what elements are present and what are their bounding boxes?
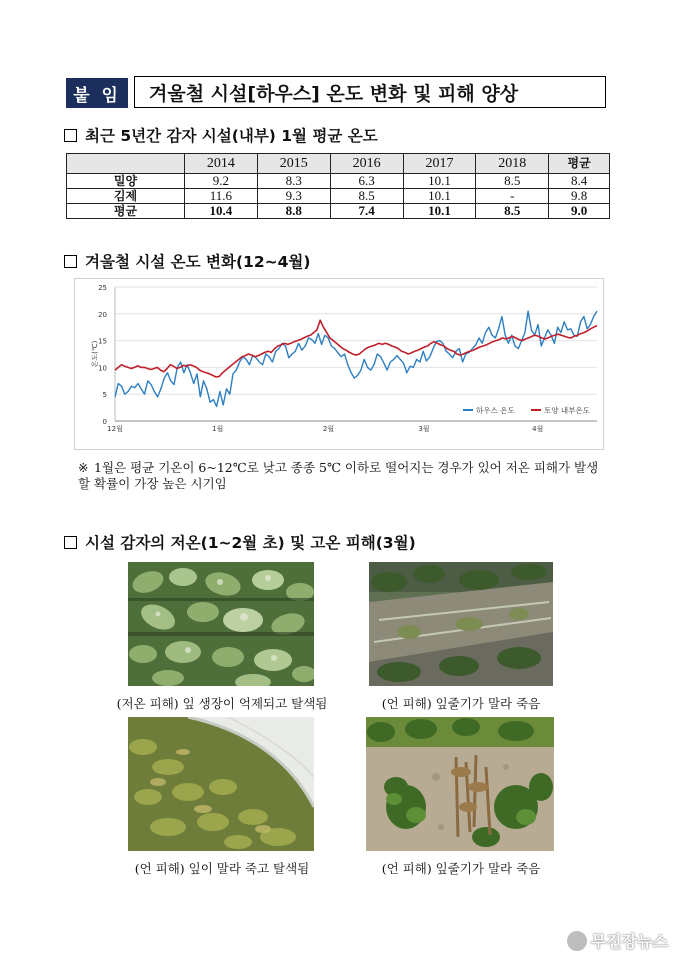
table-cell: 10.1: [403, 174, 476, 189]
section-heading-temp-change: [64, 250, 310, 272]
photo-caption: (언 피해) 잎이 말라 죽고 탈색됨: [134, 861, 310, 876]
table-header: 2018: [476, 154, 549, 174]
series-line-soil: [115, 320, 597, 377]
table-header: [67, 154, 185, 174]
section-heading-damage: [64, 531, 416, 553]
temperature-chart: [74, 278, 604, 450]
y-axis-label: 온도(℃): [91, 340, 99, 368]
x-tick-label: 1월: [212, 425, 224, 433]
photo-frost-leaves: [128, 717, 314, 851]
table-cell: -: [476, 189, 549, 204]
photo-frost-field: [366, 717, 554, 851]
y-tick-label: 10: [98, 364, 107, 373]
table-header: 2016: [330, 154, 403, 174]
chart-note: [78, 460, 608, 492]
table-cell: 9.0: [549, 204, 610, 219]
row-label: 평균: [67, 204, 185, 219]
checkbox-icon: [64, 536, 77, 549]
series-line-house: [115, 311, 597, 406]
attachment-badge: 붙 임: [66, 78, 128, 108]
note-text: 1월은 평균 기온이 6~12℃로 낮고 종종 5℃ 이하로 떨어지는 경우가 있어 저온 피해가 발생할 확률이 가장 높은 시기임: [78, 460, 599, 491]
x-tick-label: 12월: [107, 425, 123, 433]
section-heading-text: 시설 감자의 저온(1~2월 초) 및 고온 피해(3월): [85, 534, 416, 552]
table-row: [67, 174, 610, 189]
table-cell: 7.4: [330, 204, 403, 219]
line-chart: [75, 279, 603, 449]
table-cell: 8.4: [549, 174, 610, 189]
y-tick-label: 15: [98, 337, 107, 346]
table-cell: 9.3: [257, 189, 330, 204]
legend-label: 토양 내부온도: [544, 406, 590, 415]
table-header: 2015: [257, 154, 330, 174]
table-cell: 10.1: [403, 189, 476, 204]
table-cell: 11.6: [185, 189, 258, 204]
table-cell: 8.5: [476, 204, 549, 219]
photo-frost-stems: [369, 562, 553, 686]
table-row: [67, 189, 610, 204]
table-header: 2014: [185, 154, 258, 174]
section-heading-text: 최근 5년간 감자 시설(내부) 1월 평균 온도: [85, 127, 378, 145]
table-header-row: [67, 154, 610, 174]
page-title: 겨울철 시설[하우스] 온도 변화 및 피해 양상: [134, 76, 606, 108]
photo-caption: (저온 피해) 잎 생장이 억제되고 탈색됨: [116, 696, 328, 711]
watermark-logo-icon: [567, 931, 587, 951]
table-cell: 8.8: [257, 204, 330, 219]
legend-label: 하우스 온도: [476, 406, 515, 415]
checkbox-icon: [64, 255, 77, 268]
table-cell: 8.3: [257, 174, 330, 189]
table-cell: 6.3: [330, 174, 403, 189]
table-cell: 9.8: [549, 189, 610, 204]
table-header: 평균: [549, 154, 610, 174]
table-cell: 8.5: [330, 189, 403, 204]
row-label: 밀양: [67, 174, 185, 189]
x-tick-label: 2월: [322, 425, 335, 433]
x-tick-label: 3월: [418, 425, 430, 433]
table-cell: 10.4: [185, 204, 258, 219]
table-cell: 10.1: [403, 204, 476, 219]
photo-caption: (언 피해) 잎줄기가 말라 죽음: [381, 861, 541, 876]
y-tick-label: 25: [98, 284, 107, 292]
photo-chilling-damage: [128, 562, 314, 686]
y-tick-label: 0: [102, 418, 107, 426]
row-label: 김제: [67, 189, 185, 204]
table-row-average: [67, 204, 610, 219]
table-cell: 9.2: [185, 174, 258, 189]
watermark-text: 무진장뉴스: [590, 932, 668, 951]
photo-caption: (언 피해) 잎줄기가 말라 죽음: [381, 696, 541, 711]
y-tick-label: 20: [98, 310, 107, 319]
watermark: [567, 929, 668, 952]
x-tick-label: 4월: [532, 425, 544, 433]
section-heading-text: 겨울철 시설 온도 변화(12~4월): [85, 253, 311, 271]
temperature-table: [66, 153, 610, 219]
section-heading-avg-temp: [64, 124, 378, 146]
y-tick-label: 5: [102, 391, 107, 400]
table-cell: 8.5: [476, 174, 549, 189]
title-bar: [66, 76, 608, 110]
table-header: 2017: [403, 154, 476, 174]
checkbox-icon: [64, 129, 77, 142]
note-mark: ※: [78, 460, 89, 475]
